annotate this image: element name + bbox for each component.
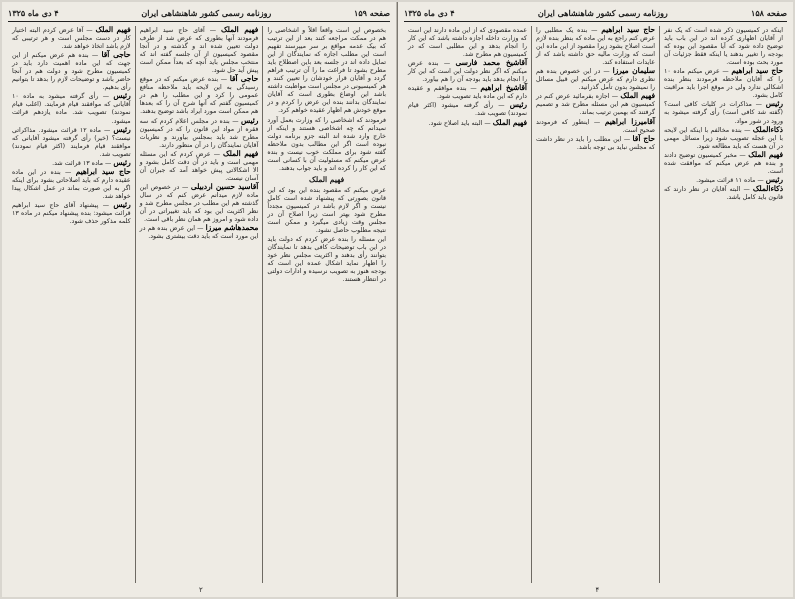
right-col2-seg0: حاج سید ابراهیم — بنده یک مطلبی را عرض کنم راجع به این ماده که بنظر بنده لازم است اصلاح بشود زیرا مقصود از این ماده این است که وزارت مالیه حق داشته باشد که از عایدات استفاده کند. (536, 26, 655, 67)
right-col1-seg6: ذکاءالملک — البته آقایان در نظر دارند که قانون باید کامل باشد. (664, 183, 783, 201)
right-col1-seg2: رئیس — مذاکرات در کلیات کافی است؟ (گفته شد کافی است) رأی گرفته میشود به ورود در شور مواد. (664, 99, 783, 125)
left-col3-seg5: حاج سید ابراهیم — بنده در این ماده عقیده دارم که باید اصلاحاتی بشود برای اینکه اگر به این صورت بماند در عمل اشکال پیدا خواهد شد. (11, 166, 131, 200)
right-page-label: صفحه ۱۵۸ (751, 8, 787, 18)
right-page-number: ۴ (595, 586, 600, 594)
left-page-label: صفحه ۱۵۹ (354, 8, 390, 18)
right-col-1 (660, 26, 787, 583)
left-col-2 (136, 26, 264, 583)
right-col3-seg4: فهیم الملک — البته باید اصلاح شود. (428, 117, 527, 127)
right-col3-seg3: رئیس — رأی گرفته میشود (اکثر قیام نمودند) تصویب شد. (408, 100, 527, 118)
right-page (398, 2, 793, 597)
right-col-2 (532, 26, 660, 583)
right-page-header (404, 5, 787, 22)
right-col1-seg5: رئیس — ماده ۱۱ قرائت میشود. (696, 174, 783, 184)
right-col3-seg2: آقاشیخ ابراهیم — بنده موافقم و عقیده دارم که این ماده باید تصویب شود. (408, 83, 527, 101)
right-page-date: ۴ دی ماه ۱۳۲۵ (404, 8, 455, 18)
left-col3-seg2: رئیس — رأی گرفته میشود به ماده ۱۰ آقایانی که موافقند قیام فرمایند. (اغلب قیام نمودند) تصویب شد. ماده یازدهم قرائت میشود. (11, 91, 131, 125)
left-page (2, 2, 397, 597)
right-col3-seg1: آقاشیخ محمد فارسی — بنده عرض میکنم که اگر نظر دولت این است که این کار را انجام بدهد باید بودجه آن را هم بیاورد. (408, 58, 528, 84)
right-col1-seg0: اینکه در کمیسیون ذکر شده است که یک نفر از آقایان اظهاری کرده اند در این باب باید توضیح داده شود که آیا مقصود این بوده که بودجه را تغییر بدهند یا اینکه فقط جزئیات آن مورد بحث بوده است. (664, 27, 783, 67)
right-col2-seg4: حاج آقا — این مطلب را باید در نظر داشت که مجلس نباید بی توجه باشد. (536, 133, 655, 151)
right-col2-seg3: آقامیرزا ابراهیم — اینطور که فرمودند صحیح است. (536, 116, 655, 134)
right-newspaper-name: روزنامه رسمی کشور شاهنشاهی ایران (537, 8, 668, 18)
right-col1-seg4: فهیم الملک — مخبر کمیسیون توضیح دادند و بنده هم عرض میکنم که موافقت شده است. (664, 149, 783, 175)
left-col2-seg3: فهیم الملک — عرض کردم که این مسئله مهمی است و باید در آن دقت کامل بشود و الا اشکالاتی پیش خواهد آمد که جبران آن آسان نیست. (139, 148, 259, 182)
left-col-3 (8, 26, 136, 583)
left-col3-seg3: رئیس — ماده ۱۲ قرائت میشود. مذاکراتی نیست؟ (خیر) رأی گرفته میشود آقایانی که موافقند قیام فرمایند (اکثر قیام نمودند) تصویب شد. (11, 124, 131, 158)
right-col2-seg1: سلیمان میرزا — در این خصوص بنده هم نظری دارم که عرض میکنم این قبیل مسائل را نمیشود بدون تأمل گذرانید. (536, 66, 655, 92)
left-col2-seg4: آقاسید حسین اردبیلی — در خصوص این ماده لازم میدانم عرض کنم که در سال گذشته هم این مطلب در مجلس مطرح شد و نظر اکثریت این بود که باید تغییراتی در آن داده شود و امروز هم همان نظر باقی است. (139, 181, 259, 224)
left-col-1 (263, 26, 390, 583)
left-page-number: ۲ (199, 586, 203, 594)
left-columns (8, 26, 390, 583)
right-columns (404, 26, 787, 583)
left-col1-center-heading: فهیم الملک (309, 174, 345, 184)
left-col3-seg6: رئیس — پیشنهاد آقای حاج سید ابراهیم قرائت میشود: بنده پیشنهاد میکنم در ماده ۱۳ کلمه مذکور حذف شود. (11, 199, 131, 226)
left-col1-seg0: بخصوص این است واقعاً اقلاً و اشخاصی را هم در ممکت مراجعه کنند بعد از این ترتیب که بیک عدمه مواقع بر سر میپرسند تفهیم است این مطلب اجازه که نمایندگان از این تمایل داده اند در جلسه بعد باین اصطلاح باید مطرح بشود تا فراغت ما را آن ترتیب فراهم گردد و آقایان قرار خودشان را تعیین کنند و هر کمیسیونی در مجلس است مواظبت داشته باشد این اوضاع بطوری است که آقایان نمایندگان بدانند بنده این عرض را کردم و در موقع خودش هم اظهار عقیده خواهم کرد. (267, 27, 386, 115)
left-col2-seg1: حاجی آقا — بنده عرض میکنم که در موقع رسیدگی به این لایحه باید ملاحظه منافع عمومی را کرد و این مطلب را هم در کمیسیون گفتم که آنها شرح آن را که بعدها هم ممکن است مورد ایراد باشد توضیح بدهند. (139, 74, 259, 116)
right-col-3 (404, 26, 532, 583)
left-col2-seg5: محمدهاشم میرزا — این عرض بنده هم در این مورد است که باید دقت بیشتری بشود. (139, 223, 259, 241)
left-col3-seg1: حاجی آقا — بنده هم عرض میکنم از این جهت که این ماده اهمیت دارد باید در کمیسیون مطرح شود و دولت هم در آنجا حاضر باشد و توضیحات لازم را بدهد تا بتوانیم رأی بدهیم. (11, 50, 131, 92)
left-col1-after1: این مسئله را بنده عرض کردم که دولت باید در این باب توضیحات کافی بدهد تا نمایندگان بتوانند رأی بدهند و اکثریت مجلس نظر خود را اظهار نماید اشکال عمده این است که بودجه هنوز به تصویب نرسیده و ادارات دولتی در انتظار هستند. (267, 236, 386, 284)
left-page-date: ۴ دی ماه ۱۳۲۵ (8, 8, 59, 18)
right-col2-seg2: فهیم الملک — اجازه بفرمائید عرض کنم در کمیسیون هم این مسئله مطرح شد و تصمیم گرفتند که بهمین ترتیب بماند. (536, 91, 655, 117)
newspaper-spread (2, 2, 793, 597)
left-col1-after0: عرض میکنم که مقصود بنده این بود که این قانون بصورتی که پیشنهاد شده است کامل نیست و اگر لازم باشد در کمیسیون مجدداً مطرح شود بهتر است زیرا اصلاح آن در مجلس وقت زیادی میگیرد و ممکن است نتیجه مطلوب حاصل نشود. (267, 186, 386, 235)
left-col1-seg1: فرمودند که اشخاصی را که وزارت بعمل آورد نمیدانم که چه اشخاصی هستند و اینکه از خارج وارد شده اند البته جزو برنامه دولت نبوده است اگر این مطالب بدون ملاحظه گفته شود برای مملکت خوب نیست و بنده عرض میکنم که مسئولیت آن با کسانی است که این کار را کرده اند و باید جواب بدهند. (267, 116, 386, 172)
left-col2-seg2: رئیس — بنده در مجلس اعلام کردم که سه فقره از مواد این قانون را که در کمیسیون مطرح شد باید بمجلس بیاورند و نظریات آقایان نمایندگان را در آن منظور دارند. (139, 115, 259, 149)
right-col1-seg1: حاج سید ابراهیم — عرض میکنم ماده ۱۰ را که آقایان ملاحظه فرمودند بنظر بنده اشکالی ندارد ولی در موقع اجرا باید مراقبت کامل بشود. (664, 66, 784, 100)
left-newspaper-name: روزنامه رسمی کشور شاهنشاهی ایران (141, 8, 272, 18)
left-col2-seg0: فهیم الملک — آقای حاج سید ابراهیم فرمودند آنها بطوری که عرض شد از طرف دولت تعیین شده اند و گذشته و در آنجا مقصود کمیسیون از آن جلسه گفته اند که منتخب مجلس باید آنچه که بعداً ممکن است پیش آید حل شود. (139, 26, 259, 75)
left-page-header (8, 5, 390, 22)
left-col3-seg4: رئیس — ماده ۱۳ قرائت شد. (52, 157, 131, 167)
left-col3-seg0: فهیم الملک — آقا عرض کردم البته اختیار کار در دست مجلس است و هر ترتیبی که لازم باشد اتخاذ خواهد شد. (11, 26, 131, 51)
right-col3-seg0: عمده مقصودی که از این ماده دارند این است که وزارت داخله اجازه داشته باشد که این کار را انجام بدهد و این مطلبی است که در کمیسیون هم مطرح شد. (408, 27, 527, 59)
right-col1-seg3: ذکاءالملک — بنده مخالفم با اینکه این لایحه با این عجله تصویب شود زیرا مسائل مهمی در آن هست که باید مطالعه شود. (664, 124, 783, 150)
